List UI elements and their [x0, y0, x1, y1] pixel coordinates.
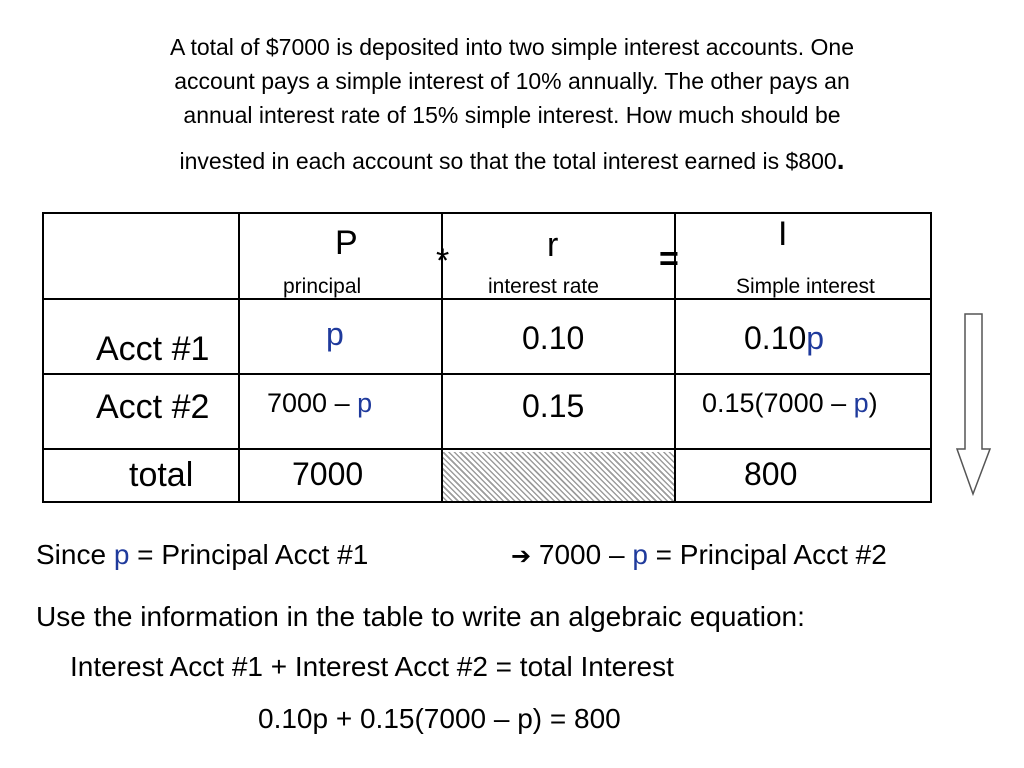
- then-var: p: [632, 539, 648, 570]
- problem-line-4-period: .: [836, 144, 845, 175]
- problem-line-1: A total of $7000 is deposited into two simple interest accounts. One: [169, 34, 854, 60]
- header-multiply-operator: *: [436, 242, 450, 280]
- acct1-interest-coef: 0.10: [744, 320, 807, 356]
- acct2-interest-post: ): [868, 388, 878, 418]
- then-pre: 7000 –: [531, 539, 633, 570]
- total-principal: 7000: [292, 456, 364, 492]
- total-interest: 800: [744, 456, 798, 492]
- acct2-principal-const: 7000 –: [267, 388, 358, 418]
- row-label-total: total: [129, 456, 194, 494]
- acct2-principal: [267, 390, 372, 417]
- table-border-right: [930, 212, 932, 503]
- acct2-principal-var: p: [357, 388, 373, 418]
- since-pre: Since: [36, 539, 114, 570]
- table-border-top: [42, 212, 931, 214]
- header-rate-caption: interest rate: [488, 275, 599, 298]
- down-arrow-icon: [955, 312, 995, 498]
- table-row-divider: [42, 448, 931, 450]
- since-statement: [36, 541, 368, 569]
- acct2-interest-pre: 0.15(7000 –: [702, 388, 854, 418]
- problem-line-4: [60, 138, 964, 186]
- right-arrow-icon: ➔: [511, 542, 532, 570]
- then-statement: [511, 541, 887, 569]
- then-post: = Principal Acct #2: [647, 539, 887, 570]
- acct1-interest-var: p: [806, 320, 825, 356]
- instruction-text: Use the information in the table to write an algebraic equation:: [36, 601, 805, 632]
- header-principal-symbol: P: [335, 224, 358, 262]
- since-var: p: [113, 539, 130, 570]
- problem-statement: [60, 36, 964, 186]
- header-interest-caption: Simple interest: [736, 275, 875, 298]
- header-interest-symbol: I: [778, 215, 788, 253]
- table-row-divider: [42, 373, 931, 375]
- table-col-divider: [238, 212, 240, 503]
- acct1-rate: 0.10: [522, 320, 585, 356]
- row-label-acct1: Acct #1: [96, 330, 210, 368]
- acct1-interest: [744, 322, 824, 354]
- problem-line-3: annual interest rate of 15% simple interest. How much should be: [183, 102, 841, 128]
- acct2-interest: [702, 390, 878, 417]
- word-equation: Interest Acct #1 + Interest Acct #2 = total Interest: [70, 651, 674, 682]
- algebraic-equation: 0.10p + 0.15(7000 – p) = 800: [258, 703, 621, 734]
- row-label-acct2: Acct #2: [96, 388, 210, 426]
- table-border-left: [42, 212, 44, 503]
- header-principal-caption: principal: [283, 275, 362, 298]
- acct1-principal: p: [326, 316, 344, 352]
- problem-line-2: account pays a simple interest of 10% annually. The other pays an: [174, 68, 850, 94]
- table-border-bottom: [42, 501, 931, 503]
- acct2-interest-var: p: [853, 388, 869, 418]
- header-equals-operator: =: [659, 240, 679, 278]
- header-rate-symbol: r: [547, 226, 559, 264]
- table-row-divider: [42, 298, 931, 300]
- acct2-rate: 0.15: [522, 388, 585, 424]
- table-hatched-cell: [441, 452, 674, 502]
- since-post: = Principal Acct #1: [129, 539, 369, 570]
- problem-line-4-text: invested in each account so that the total interest earned is $800: [179, 148, 837, 174]
